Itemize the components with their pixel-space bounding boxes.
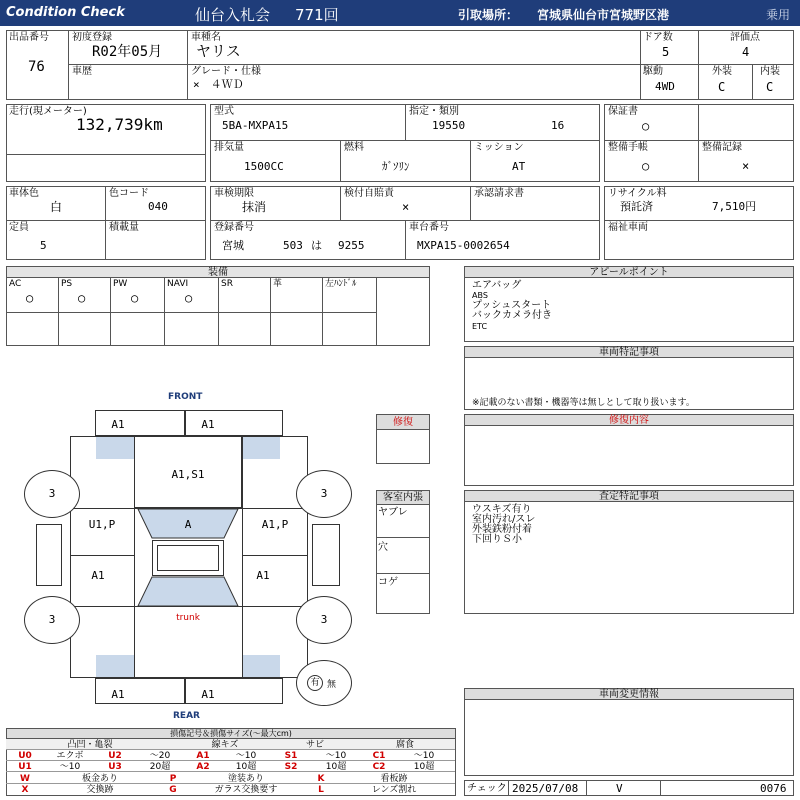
fuel-value: ｶﾞｿﾘﾝ xyxy=(382,160,410,173)
warranty-label: 保証書 xyxy=(608,106,638,117)
car-name-label: 車種名 xyxy=(191,32,221,43)
notes-footer: ※記載のない書類・機器等は無しとして取り扱います。 xyxy=(472,398,695,408)
manual-label: 整備手帳 xyxy=(608,142,648,153)
equip-ps-mark: ○ xyxy=(78,291,86,305)
assessment-title: 査定特記事項 xyxy=(465,491,793,502)
legend-r2-code-2: A2 xyxy=(196,762,210,772)
score-value: 4 xyxy=(742,45,750,59)
plate-kana: は xyxy=(311,239,322,252)
grade-value: × ４ＷＤ xyxy=(193,78,244,91)
roof-panel xyxy=(152,540,224,576)
cabin-item-tear: ヤブレ xyxy=(378,507,408,518)
legend-r2-desc-1: 20超 xyxy=(149,762,171,772)
load-label: 積載量 xyxy=(109,222,139,233)
model-label: 型式 xyxy=(214,106,234,117)
legend-r4-desc-1: ガラス交換要す xyxy=(214,785,278,795)
liability-value: × xyxy=(402,200,410,214)
lot-value: 76 xyxy=(28,59,45,75)
legend-r1-code-4: C1 xyxy=(372,751,386,761)
legend-r2-code-0: U1 xyxy=(18,762,32,772)
first-reg-label: 初度登録 xyxy=(72,32,112,43)
recycle-label: リサイクル料 xyxy=(608,188,667,199)
spec-number: 19550 xyxy=(432,119,466,132)
equip-pw-label: PW xyxy=(113,279,128,289)
mileage-value: 132,739km xyxy=(76,115,163,134)
color-code-label: 色コード xyxy=(109,188,149,199)
pickup-place: 宮城県仙台市宮城野区港 xyxy=(537,8,670,22)
legend-r1-desc-2: 〜10 xyxy=(235,751,257,761)
wheel-front-left-code: 3 xyxy=(48,487,56,500)
legend-r2-desc-0: 〜10 xyxy=(59,762,81,772)
check-label: チェック xyxy=(467,783,507,794)
left-rear-door-code: A1 xyxy=(91,569,105,582)
capacity-value: 5 xyxy=(40,239,47,252)
chassis-value: MXPA15-0002654 xyxy=(417,239,510,252)
legend-group-scratch: 線キズ xyxy=(211,740,239,750)
auction-name: 仙台入札会 xyxy=(195,6,271,24)
legend-group-dent: 凸凹・亀裂 xyxy=(67,740,113,750)
wheel-rear-right-code: 3 xyxy=(320,613,328,626)
legend-r2-desc-3: 10超 xyxy=(325,762,347,772)
record-label: 整備記録 xyxy=(702,142,742,153)
info-block-top xyxy=(6,30,794,100)
legend-r1-desc-1: 〜20 xyxy=(149,751,171,761)
legend-r4-code-0: X xyxy=(21,785,29,795)
left-mirror xyxy=(36,524,62,586)
legend-r4-desc-2: レンズ割れ xyxy=(371,785,417,795)
inspection-label: 車検期限 xyxy=(214,188,254,199)
cabin-item-hole: 穴 xyxy=(378,542,388,553)
grade-label: グレード・仕様 xyxy=(191,66,261,77)
doors-label: ドア数 xyxy=(643,32,673,43)
drive-label: 駆動 xyxy=(643,66,663,77)
interior-label: 内装 xyxy=(760,66,780,77)
wheel-rear-left xyxy=(24,596,80,644)
check-code: 0076 xyxy=(760,782,787,795)
legend-r3-code-0: W xyxy=(20,774,30,784)
center-code: A xyxy=(184,518,192,531)
equip-pw-mark: ○ xyxy=(131,291,139,305)
legend-group-corrosion: 腐食 xyxy=(395,740,414,750)
color-code-value: 040 xyxy=(148,200,168,213)
spec-label: 指定・類別 xyxy=(409,106,459,117)
mission-label: ミッション xyxy=(474,142,524,153)
capacity-label: 定員 xyxy=(9,222,29,233)
assessment-line-4: 下回りＳ小 xyxy=(472,534,522,545)
drive-value: 4WD xyxy=(655,80,675,93)
trunk-label: trunk xyxy=(176,613,200,623)
displacement-value: 1500CC xyxy=(244,160,284,173)
legend-r2-code-4: C2 xyxy=(372,762,386,772)
record-value: × xyxy=(742,159,750,173)
spare-no: 無 xyxy=(327,680,337,690)
rear-window xyxy=(134,576,242,608)
rear-left-glass xyxy=(96,655,134,677)
legend-r3-desc-1: 塗装あり xyxy=(227,774,264,784)
legend-r4-code-1: G xyxy=(169,785,177,795)
legend-r1-code-3: S1 xyxy=(284,751,298,761)
model-value: 5BA-MXPA15 xyxy=(222,119,289,132)
right-rear-door-code: A1 xyxy=(256,569,270,582)
rear-label: REAR xyxy=(173,711,200,721)
lot-label: 出品番号 xyxy=(9,32,49,43)
assessment-line-3: 外装鉄粉付着 xyxy=(472,524,532,535)
doors-value: 5 xyxy=(662,45,670,59)
appeal-line-1: エアバッグ xyxy=(472,280,522,291)
appeal-line-2: ABS xyxy=(472,291,488,300)
left-front-door-code: U1,P xyxy=(88,518,116,531)
rear-right-glass xyxy=(242,655,280,677)
manual-value: ○ xyxy=(642,159,650,173)
legend-title: 損傷記号＆損傷サイズ(〜最大cm) xyxy=(7,729,455,739)
liability-label: 検付自賠責 xyxy=(344,188,394,199)
wheel-rear-right xyxy=(296,596,352,644)
rear-bumper-left-code: A1 xyxy=(111,688,125,701)
plate-area: 宮城 xyxy=(222,239,244,252)
legend-r1-desc-0: エクボ xyxy=(56,751,84,761)
welfare-label: 福祉車両 xyxy=(608,222,648,233)
assessment-line-1: ウスキズ有り xyxy=(472,504,532,515)
pickup-label: 引取場所： xyxy=(458,8,519,22)
score-label: 評価点 xyxy=(730,32,760,43)
hood-code: A1,S1 xyxy=(171,468,205,481)
legend-group-rust: サビ xyxy=(305,740,324,750)
legend-r2-code-3: S2 xyxy=(284,762,298,772)
spare-tire xyxy=(296,660,352,706)
front-left-glass xyxy=(96,437,134,459)
legend-r2-desc-2: 10超 xyxy=(235,762,257,772)
chassis-label: 車台番号 xyxy=(409,222,449,233)
cabin-title: 客室内張 xyxy=(377,491,429,505)
changes-title: 車両変更情報 xyxy=(465,689,793,700)
exterior-value: C xyxy=(718,80,726,94)
check-mark: V xyxy=(616,782,623,795)
fuel-label: 燃料 xyxy=(344,142,364,153)
recycle-fee: 7,510円 xyxy=(712,200,757,213)
mileage-label: 走行(現メーター) xyxy=(9,106,87,117)
exterior-label: 外装 xyxy=(712,66,732,77)
plate-number: 9255 xyxy=(338,239,365,252)
assessment-line-2: 室内汚れ/スレ xyxy=(472,514,536,525)
right-front-door-code: A1,P xyxy=(261,518,289,531)
appeal-line-5: ETC xyxy=(472,322,488,331)
rear-bumper-right-code: A1 xyxy=(201,688,215,701)
equip-lhd-label: 左ﾊﾝﾄﾞﾙ xyxy=(325,279,357,289)
equip-navi-mark: ○ xyxy=(185,291,193,305)
header-bar xyxy=(0,0,800,26)
interior-value: C xyxy=(766,80,774,94)
brand-title: Condition Check xyxy=(6,5,125,20)
legend-r2-desc-4: 10超 xyxy=(413,762,435,772)
notes-title: 車両特記事項 xyxy=(465,347,793,358)
wheel-front-left xyxy=(24,470,80,518)
wheel-rear-left-code: 3 xyxy=(48,613,56,626)
legend-r2-code-1: U3 xyxy=(108,762,122,772)
inspection-value: 抹消 xyxy=(242,200,267,214)
appeal-title: アピールポイント xyxy=(465,267,793,278)
warranty-value: ○ xyxy=(642,119,650,133)
claim-label: 承認請求書 xyxy=(474,188,524,199)
legend-r4-desc-0: 交換跡 xyxy=(86,785,114,795)
color-label: 車体色 xyxy=(9,188,39,199)
mission-value: AT xyxy=(512,160,526,173)
equip-ps-label: PS xyxy=(61,279,73,289)
check-date: 2025/07/08 xyxy=(512,782,579,795)
cabin-item-burn: コゲ xyxy=(378,577,398,588)
legend-r3-code-1: P xyxy=(169,774,177,784)
recycle-status: 預託済 xyxy=(620,200,653,213)
legend-r4-code-2: L xyxy=(318,785,324,795)
equip-navi-label: NAVI xyxy=(167,279,189,289)
auction-session: 771回 xyxy=(295,6,339,24)
wheel-front-right-code: 3 xyxy=(320,487,328,500)
right-mirror xyxy=(312,524,340,586)
class-number: 16 xyxy=(551,119,565,132)
equip-sr-label: SR xyxy=(221,279,233,289)
appeal-line-3: プッシュスタート xyxy=(472,300,552,311)
car-name-value: ヤリス xyxy=(196,42,241,60)
front-bumper-right-code: A1 xyxy=(201,418,215,431)
history-label: 車歴 xyxy=(72,66,92,77)
legend-r1-desc-4: 〜10 xyxy=(413,751,435,761)
equip-leather-label: 革 xyxy=(273,279,283,289)
legend-r1-desc-3: 〜10 xyxy=(325,751,347,761)
category: 乗用 xyxy=(766,8,791,22)
legend-r3-desc-0: 板金あり xyxy=(81,774,118,784)
legend-r3-desc-2: 看板跡 xyxy=(380,774,408,784)
repair-title: 修復 xyxy=(377,415,429,430)
equip-ac-label: AC xyxy=(9,279,22,289)
plate-class: 503 xyxy=(283,239,303,252)
legend-r1-code-1: U2 xyxy=(108,751,122,761)
wheel-front-right xyxy=(296,470,352,518)
equipment-title: 装備 xyxy=(7,267,429,278)
front-label: FRONT xyxy=(168,392,203,402)
equip-ac-mark: ○ xyxy=(26,291,34,305)
legend-r3-code-2: K xyxy=(317,774,325,784)
legend-r1-code-2: A1 xyxy=(196,751,210,761)
displacement-label: 排気量 xyxy=(214,142,244,153)
spare-yes: 有 xyxy=(307,675,323,691)
front-right-glass xyxy=(242,437,280,459)
repair-detail-title: 修復内容 xyxy=(465,415,793,426)
front-bumper-left-code: A1 xyxy=(111,418,125,431)
legend-r1-code-0: U0 xyxy=(18,751,32,761)
first-reg-value: R02年05月 xyxy=(92,44,163,60)
changes-box xyxy=(464,688,794,776)
appeal-line-4: バックカメラ付き xyxy=(472,310,552,321)
color-value: 白 xyxy=(50,200,63,214)
plate-label: 登録番号 xyxy=(214,222,254,233)
